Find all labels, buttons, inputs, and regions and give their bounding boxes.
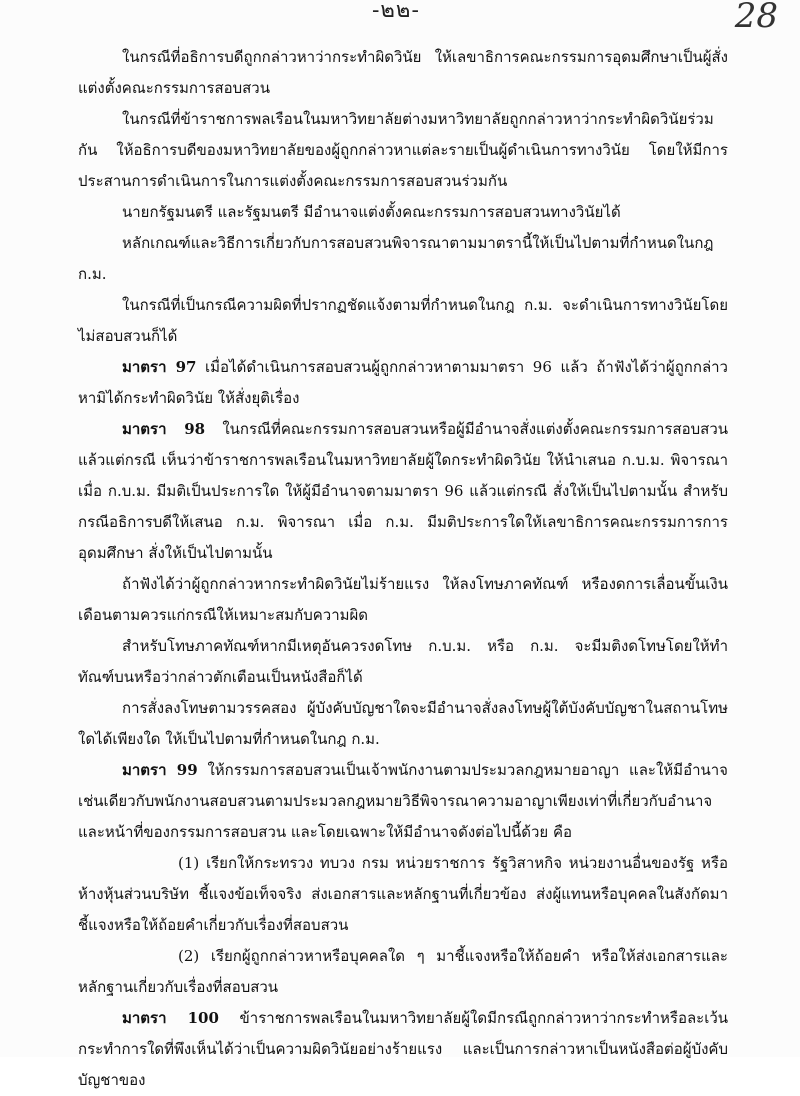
- paragraph: [78, 104, 728, 197]
- section-paragraph: [78, 352, 728, 414]
- list-item: [78, 941, 728, 1003]
- paragraph: [78, 631, 728, 693]
- section-paragraph: [78, 414, 728, 569]
- paragraph: [78, 693, 728, 755]
- paragraph: [78, 42, 728, 104]
- paragraph-text: ถ้าฟังได้ว่าผู้ถูกกล่าวหากระทำผิดวินัยไม่ร้ายแรง ให้ลงโทษภาคทัณฑ์ หรืองดการเลื่อนขั้นเงินเดือนตามควรแก่กรณีให้เหมาะสมกับความผิด: [78, 575, 728, 624]
- paragraph-text: (2) เรียกผู้ถูกกล่าวหาหรือบุคคลใด ๆ มาชี้แจงหรือให้ถ้อยคำ หรือให้ส่งเอกสารและหลักฐานเกี่ยวกับเรื่องที่สอบสวน: [78, 947, 728, 996]
- list-item: [78, 848, 728, 941]
- paragraph-text: เมื่อได้ดำเนินการสอบสวนผู้ถูกกล่าวหาตามมาตรา 96 แล้ว ถ้าฟังได้ว่าผู้ถูกกล่าวหามิได้กระทำผิดวินัย ให้สั่งยุติเรื่อง: [78, 358, 728, 407]
- section-label: มาตรา 98: [122, 420, 206, 438]
- section-label: มาตรา 99: [122, 761, 198, 779]
- paragraph-text: ข้าราชการพลเรือนในมหาวิทยาลัยผู้ใดมีกรณีถูกกล่าวหาว่ากระทำหรือละเว้นกระทำการใดที่พึงเห็นได้ว่าเป็นความผิดวินัยอย่างร้ายแรง และเป็นการกล่าวหาเป็นหนังสือต่อผู้บังคับบัญชาของ: [78, 1009, 728, 1089]
- paragraph-text: (1) เรียกให้กระทรวง ทบวง กรม หน่วยราชการ รัฐวิสาหกิจ หน่วยงานอื่นของรัฐ หรือห้างหุ้นส่วนบริษัท ชี้แจงข้อเท็จจริง ส่งเอกสารและหลักฐานที่เกี่ยวข้อง ส่งผู้แทนหรือบุคคลในสังกัดมาชี้แจงหรือให้ถ้อยคำเกี่ยวกับเรื่องที่สอบสวน: [78, 854, 728, 934]
- section-label: มาตรา 100: [122, 1009, 219, 1027]
- paragraph-text: หลักเกณฑ์และวิธีการเกี่ยวกับการสอบสวนพิจารณาตามมาตรานี้ให้เป็นไปตามที่กำหนดในกฎ ก.ม.: [78, 234, 714, 283]
- paragraph-text: สำหรับโทษภาคทัณฑ์หากมีเหตุอันควรงดโทษ ก.บ.ม. หรือ ก.ม. จะมีมติงดโทษโดยให้ทำทัณฑ์บนหรือว่ากล่าวตักเตือนเป็นหนังสือก็ได้: [78, 637, 728, 686]
- section-paragraph: [78, 755, 728, 848]
- paragraph-text: นายกรัฐมนตรี และรัฐมนตรี มีอำนาจแต่งตั้งคณะกรรมการสอบสวนทางวินัยได้: [122, 203, 621, 221]
- paragraph-text: ในกรณีที่คณะกรรมการสอบสวนหรือผู้มีอำนาจสั่งแต่งตั้งคณะกรรมการสอบสวนแล้วแต่กรณี เห็นว่าข้าราชการพลเรือนในมหาวิทยาลัยผู้ใดกระทำผิดวินัย ให้นำเสนอ ก.บ.ม. พิจารณา เมื่อ ก.บ.ม. มีมติเป็นประการใด ให้ผู้มีอำนาจตามมาตรา 96 แล้วแต่กรณี สั่งให้เป็นไปตามนั้น สำหรับกรณีอธิการบดีให้เสนอ ก.ม. พิจารณา เมื่อ ก.ม. มีมติประการใดให้เลขาธิการคณะกรรมการการอุดมศึกษา สั่งให้เป็นไปตามนั้น: [78, 420, 728, 562]
- paragraph-text: ในกรณีที่อธิการบดีถูกกล่าวหาว่ากระทำผิดวินัย ให้เลขาธิการคณะกรรมการอุดมศึกษาเป็นผู้สั่งแต่งตั้งคณะกรรมการสอบสวน: [78, 48, 728, 97]
- section-label: มาตรา 97: [122, 358, 197, 376]
- paragraph: [78, 197, 728, 228]
- paragraph-text: ในกรณีที่เป็นกรณีความผิดที่ปรากฏชัดแจ้งตามที่กำหนดในกฎ ก.ม. จะดำเนินการทางวินัยโดยไม่สอบสวนก็ได้: [78, 296, 728, 345]
- page-number: -๒๒-: [372, 0, 420, 23]
- paragraph: [78, 290, 728, 352]
- handwritten-page-mark: 28: [734, 0, 778, 36]
- document-body: [78, 42, 728, 1096]
- paragraph: [78, 228, 728, 290]
- paragraph-text: ให้กรรมการสอบสวนเป็นเจ้าพนักงานตามประมวลกฎหมายอาญา และให้มีอำนาจเช่นเดียวกับพนักงานสอบสวนตามประมวลกฎหมายวิธีพิจารณาความอาญาเพียงเท่าที่เกี่ยวกับอำนาจและหน้าที่ของกรรมการสอบสวน และโดยเฉพาะให้มีอำนาจดังต่อไปนี้ด้วย คือ: [78, 761, 728, 841]
- paragraph-text: การสั่งลงโทษตามวรรคสอง ผู้บังคับบัญชาใดจะมีอำนาจสั่งลงโทษผู้ใต้บังคับบัญชาในสถานโทษใดได้เพียงใด ให้เป็นไปตามที่กำหนดในกฎ ก.ม.: [78, 699, 728, 748]
- paragraph-text: ในกรณีที่ข้าราชการพลเรือนในมหาวิทยาลัยต่างมหาวิทยาลัยถูกกล่าวหาว่ากระทำผิดวินัยร่วมกัน ให้อธิการบดีของมหาวิทยาลัยของผู้ถูกกล่าวหาแต่ละรายเป็นผู้ดำเนินการทางวินัย โดยให้มีการประสานการดำเนินการในการแต่งตั้งคณะกรรมการสอบสวนร่วมกัน: [78, 110, 728, 190]
- paragraph: [78, 569, 728, 631]
- section-paragraph: [78, 1003, 728, 1096]
